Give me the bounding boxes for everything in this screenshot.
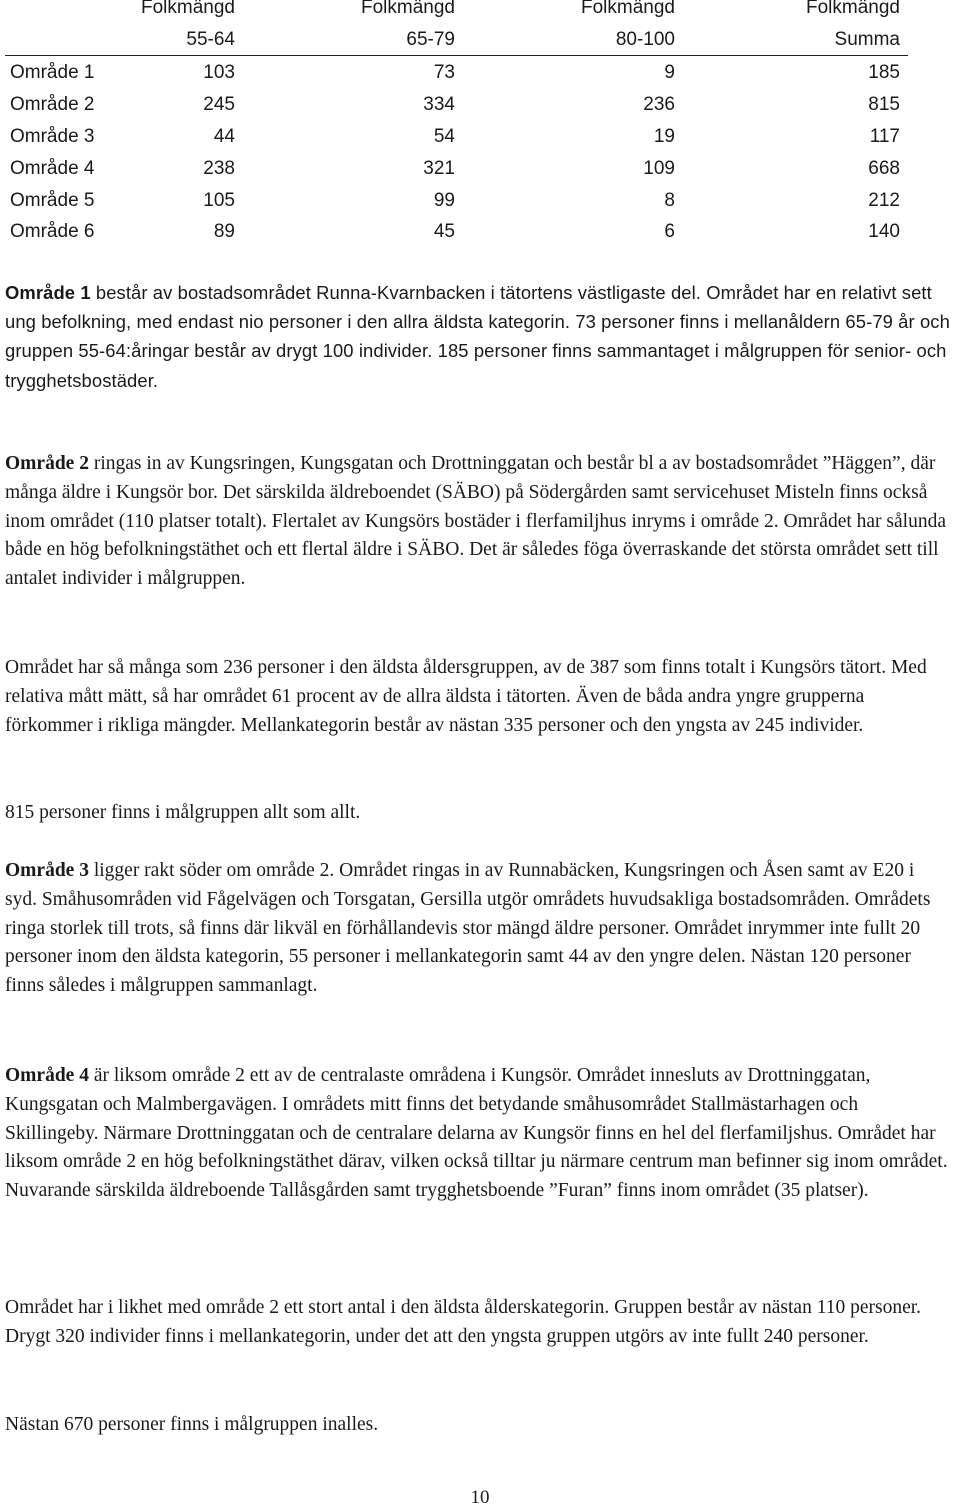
table-header-row-1 <box>0 0 960 24</box>
row-label: Område 2 <box>10 94 95 115</box>
header-col-3-top: Folkmängd <box>581 0 675 18</box>
paragraph-text: ringas in av Kungsringen, Kungsgatan och Drottninggatan och består bl a av bostadsområdet ”Häggen”, där många äldre i Kungsör bor. Det särskilda äldreboendet (SÄBO) på Södergården samt servicehuset Misteln finns också inom området (110 platser totalt). Flertalet av Kungsörs bostäder i flerfamiljhus inryms i område 2. Området har sålunda både en hög befolkningstäthet och ett flertal äldre i SÄBO. Det är således föga överraskande det största området sett till antalet individer i målgruppen. <box>5 453 946 590</box>
paragraph-text: är liksom område 2 ett av de centralaste områdena i Kungsör. Området innesluts av Drottninggatan, Kungsgatan och Malmbergavägen. I områdets mitt finns det betydande småhusområdet Stallmästarhagen och Skillingeby. Närmare Drottninggatan och de centralare delarna av Kungsör finns en hel del flerfamiljshus. Området har liksom område 2 en hög befolkningstäthet därav, vilken också tilltar ju närmare centrum man befinner sig inom området. Nuvarande särskilda äldreboende Tallåsgården samt trygghetsboende ”Furan” finns inom området (35 platser). <box>5 1065 948 1202</box>
row-label: Område 1 <box>10 62 95 83</box>
paragraph-omrade-1 <box>5 278 950 395</box>
cell-55-64: 245 <box>203 94 235 115</box>
cell-65-79: 321 <box>423 158 455 179</box>
paragraph-text: Nästan 670 personer finns i målgruppen inalles. <box>5 1414 379 1435</box>
cell-80-100: 236 <box>643 94 675 115</box>
table-row <box>0 89 960 121</box>
header-col-1-bottom: 55-64 <box>186 29 235 50</box>
cell-55-64: 89 <box>213 221 235 242</box>
paragraph-omrade-2-stats <box>5 654 950 740</box>
paragraph-omrade-3 <box>5 857 950 1001</box>
header-col-4-bottom: Summa <box>834 29 900 50</box>
cell-55-64: 44 <box>213 126 235 147</box>
cell-summa: 668 <box>868 158 900 179</box>
paragraph-lead: Område 1 <box>5 282 91 303</box>
table-row <box>0 57 960 89</box>
header-col-3-bottom: 80-100 <box>615 29 675 50</box>
paragraph-omrade-2 <box>5 450 950 594</box>
table-row <box>0 121 960 153</box>
header-col-1-top: Folkmängd <box>141 0 235 18</box>
table-row <box>0 153 960 185</box>
cell-65-79: 45 <box>433 221 455 242</box>
paragraph-lead: Område 3 <box>5 860 89 881</box>
paragraph-omrade-4 <box>5 1062 950 1206</box>
cell-55-64: 105 <box>203 190 235 211</box>
cell-summa: 815 <box>868 94 900 115</box>
cell-summa: 185 <box>868 62 900 83</box>
cell-65-79: 73 <box>433 62 455 83</box>
paragraph-omrade-4-total <box>5 1411 950 1440</box>
row-label: Område 3 <box>10 126 95 147</box>
row-label: Område 6 <box>10 221 95 242</box>
header-divider <box>5 55 908 56</box>
header-col-2-bottom: 65-79 <box>406 29 455 50</box>
header-col-4-top: Folkmängd <box>806 0 900 18</box>
paragraph-lead: Område 4 <box>5 1065 89 1086</box>
cell-65-79: 54 <box>433 126 455 147</box>
paragraph-omrade-4-stats <box>5 1294 950 1352</box>
cell-summa: 212 <box>868 190 900 211</box>
page-number: 10 <box>470 1487 490 1508</box>
row-label: Område 4 <box>10 158 95 179</box>
cell-80-100: 9 <box>664 62 675 83</box>
row-label: Område 5 <box>10 190 95 211</box>
paragraph-text: består av bostadsområdet Runna-Kvarnbacken i tätortens västligaste del. Området har en relativt sett ung befolkning, med endast nio personer i den allra äldsta kategorin. 73 personer finns i mellanåldern 65-79 år och gruppen 55-64:åringar består av drygt 100 individer. 185 personer finns sammantaget i målgruppen för senior- och trygghetsbostäder. <box>5 282 950 391</box>
cell-55-64: 238 <box>203 158 235 179</box>
table-row <box>0 185 960 217</box>
cell-summa: 140 <box>868 221 900 242</box>
cell-80-100: 19 <box>653 126 675 147</box>
paragraph-text: 815 personer finns i målgruppen allt som allt. <box>5 802 361 823</box>
cell-summa: 117 <box>869 126 900 147</box>
table-row <box>0 216 960 248</box>
header-col-2-top: Folkmängd <box>361 0 455 18</box>
paragraph-text: Området har i likhet med område 2 ett stort antal i den äldsta ålderskategorin. Gruppen består av nästan 110 personer. Drygt 320 individer finns i mellankategorin, under det att den yngsta gruppen utgörs av inte fullt 240 personer. <box>5 1297 922 1347</box>
cell-80-100: 8 <box>664 190 675 211</box>
paragraph-lead: Område 2 <box>5 453 89 474</box>
paragraph-text: ligger rakt söder om område 2. Området ringas in av Runnabäcken, Kungsringen och Åsen samt av E20 i syd. Småhusområden vid Fågelvägen och Torsgatan, Gersilla utgör områdets huvudsakliga bostadsområden. Områdets ringa storlek till trots, så finns där likväl en förhållandevis stor mängd äldre personer. Området inrymmer inte fullt 20 personer inom den äldsta kategorin, 55 personer i mellankategorin samt 44 av den yngre delen. Nästan 120 personer finns således i målgruppen sammanlagt. <box>5 860 931 997</box>
paragraph-text: Området har så många som 236 personer i den äldsta åldersgruppen, av de 387 som finns totalt i Kungsörs tätort. Med relativa mått mätt, så har området 61 procent av de allra äldsta i tätorten. Även de båda andra yngre grupperna förkommer i rikliga mängder. Mellankategorin består av nästan 335 personer och den yngsta av 245 individer. <box>5 657 927 736</box>
cell-65-79: 334 <box>423 94 455 115</box>
cell-65-79: 99 <box>433 190 455 211</box>
cell-80-100: 109 <box>643 158 675 179</box>
cell-55-64: 103 <box>203 62 235 83</box>
table-header-row-2 <box>0 24 960 56</box>
paragraph-omrade-2-total <box>5 799 950 828</box>
cell-80-100: 6 <box>664 221 675 242</box>
